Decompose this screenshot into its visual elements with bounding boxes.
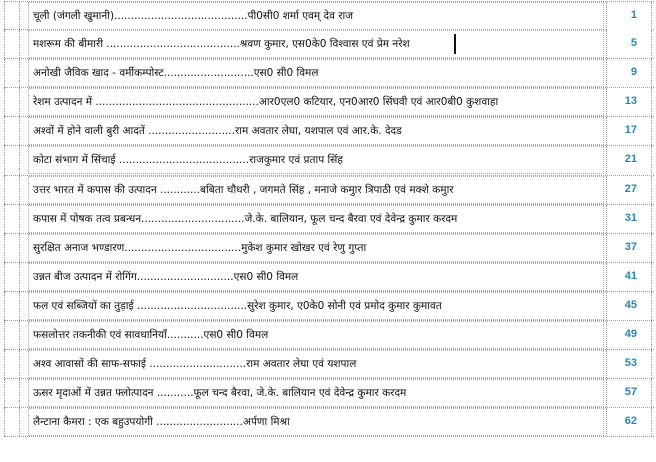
entry-title: मशरूम की बीमारी ........................................श्रवण कुमार, एस0के0 विश्वास एवं प्रेम नरेश (33, 38, 410, 51)
entry-title: सुरक्षित अनाज भण्डारण...................................मुकेश कुमार खोखर एवं रेणु गुप्ता (33, 241, 367, 254)
toc-row (4, 321, 654, 350)
toc-entry (28, 117, 604, 145)
row-margin (4, 59, 20, 87)
page-cell (606, 59, 652, 87)
page-cell (606, 30, 652, 58)
page-number: 27 (624, 182, 637, 195)
page-cell (606, 205, 652, 233)
page-cell (606, 88, 652, 116)
toc-entry (28, 350, 604, 378)
page-number: 17 (624, 124, 637, 137)
page-cell (606, 2, 652, 30)
toc-entry (28, 234, 604, 262)
page-number: 5 (630, 37, 637, 50)
toc-row (4, 146, 654, 175)
entry-title: रेशम उत्पादन में .................................................आर0एल0 कटियार, एन0आर0 सिंघवी एवं आर0बी0 कुशवाहा (33, 96, 499, 109)
toc-row (4, 408, 654, 437)
row-margin (4, 30, 20, 58)
toc-row (4, 292, 654, 321)
entry-title: कोटा संभाग में सिंचाई .......................................राजकुमार एवं प्रताप सिंह (33, 154, 343, 167)
toc-row (4, 59, 654, 88)
page-cell (606, 379, 652, 407)
entry-title: अनोखी जैविक खाद - वर्मीकम्पोस्ट...........................एस0 सी0 विमल (33, 67, 319, 80)
toc-row (4, 176, 654, 205)
toc-entry (28, 146, 604, 174)
entry-title: फल एवं सब्जियों का तुड़ाई .................................सुरेश कुमार, ए0के0 सोनी एवं प्रमोद कुमार कुमावत (33, 299, 442, 312)
page-cell (606, 321, 652, 349)
entry-title: चूली (जंगली खुमानी)........................................पी0सी0 शर्मा एवम् देव राज (33, 10, 354, 22)
entry-title: फसलोत्तर तकनीकी एवं सावधानियाँ...........एस0 सी0 विमल (33, 329, 269, 342)
toc-entry (28, 2, 604, 30)
page-number: 45 (624, 298, 637, 311)
page-cell (606, 263, 652, 291)
page-cell (606, 146, 652, 174)
page-number: 41 (624, 269, 637, 282)
toc-row (4, 88, 654, 117)
toc-entry (28, 205, 604, 233)
toc-row (4, 30, 654, 59)
text-cursor (454, 34, 456, 54)
page-number: 53 (624, 357, 637, 370)
row-margin (4, 263, 20, 291)
page-cell (606, 350, 652, 378)
page-cell (606, 176, 652, 204)
toc-entry (28, 408, 604, 436)
entry-title: उत्तर भारत में कपास की उत्पादन ............बबिता चौधरी , जगमते सिंह , मनाजे कमुार त्रिपाठी एवं मक्शे कमुार (33, 183, 454, 196)
toc-row (4, 234, 654, 263)
toc-entry (28, 176, 604, 204)
entry-title: ऊसर मृदाओं में उन्नत फ्लोत्पादन ...........फूल चन्द बैरवा, जे.के. बालियान एवं देवेन्द्र कुमार करदम (33, 387, 407, 400)
page-number: 13 (624, 95, 637, 108)
toc-entry (28, 292, 604, 320)
row-margin (4, 292, 20, 320)
row-margin (4, 350, 20, 378)
entry-title: उन्नत बीज उत्पादन में रोगिंग.............................एस0 सी0 विमल (33, 270, 299, 283)
page-number: 49 (624, 328, 637, 341)
page-number: 31 (624, 211, 637, 224)
page-cell (606, 408, 652, 436)
page-number: 62 (624, 415, 637, 428)
page-number: 1 (630, 9, 637, 21)
row-margin (4, 234, 20, 262)
row-margin (4, 117, 20, 145)
page-number: 57 (624, 386, 637, 399)
row-margin (4, 379, 20, 407)
toc-entry (28, 321, 604, 349)
toc-row (4, 205, 654, 234)
entry-title: अश्वों में होने वाली बुरी आदतें ..........................राम अवतार लेघा, यशपाल एवं आर.के. देदड (33, 125, 402, 138)
page-cell (606, 117, 652, 145)
toc-row (4, 350, 654, 379)
row-margin (4, 321, 20, 349)
toc-row (4, 263, 654, 292)
toc-row (4, 1, 654, 30)
row-margin (4, 2, 20, 29)
toc-entry (28, 59, 604, 87)
page-cell (606, 292, 652, 320)
row-margin (4, 205, 20, 233)
toc-row (4, 379, 654, 408)
row-margin (4, 408, 20, 436)
toc-entry (28, 30, 604, 58)
toc-row (4, 117, 654, 146)
row-margin (4, 146, 20, 174)
toc-entry (28, 263, 604, 291)
entry-title: अश्व आवासों की साफ-सफाई .............................राम अवतार लेघा एवं यशपाल (33, 358, 357, 371)
table-of-contents (4, 1, 654, 437)
row-margin (4, 88, 20, 116)
row-margin (4, 176, 20, 204)
page-cell (606, 234, 652, 262)
toc-entry (28, 379, 604, 407)
page-number: 21 (624, 153, 637, 166)
page-number: 9 (630, 66, 637, 79)
toc-entry (28, 88, 604, 116)
page-number: 37 (624, 240, 637, 253)
entry-title: कपास में पोषक तत्व प्रबन्धन...............................जे.के. बालियान, फूल चन्द बैरवा एवं देवेन्द्र कुमार करदम (33, 212, 458, 225)
entry-title: लैन्टाना कैमरा : एक बहुउपयोगी ..........................अर्पणा मिश्रा (33, 416, 290, 429)
